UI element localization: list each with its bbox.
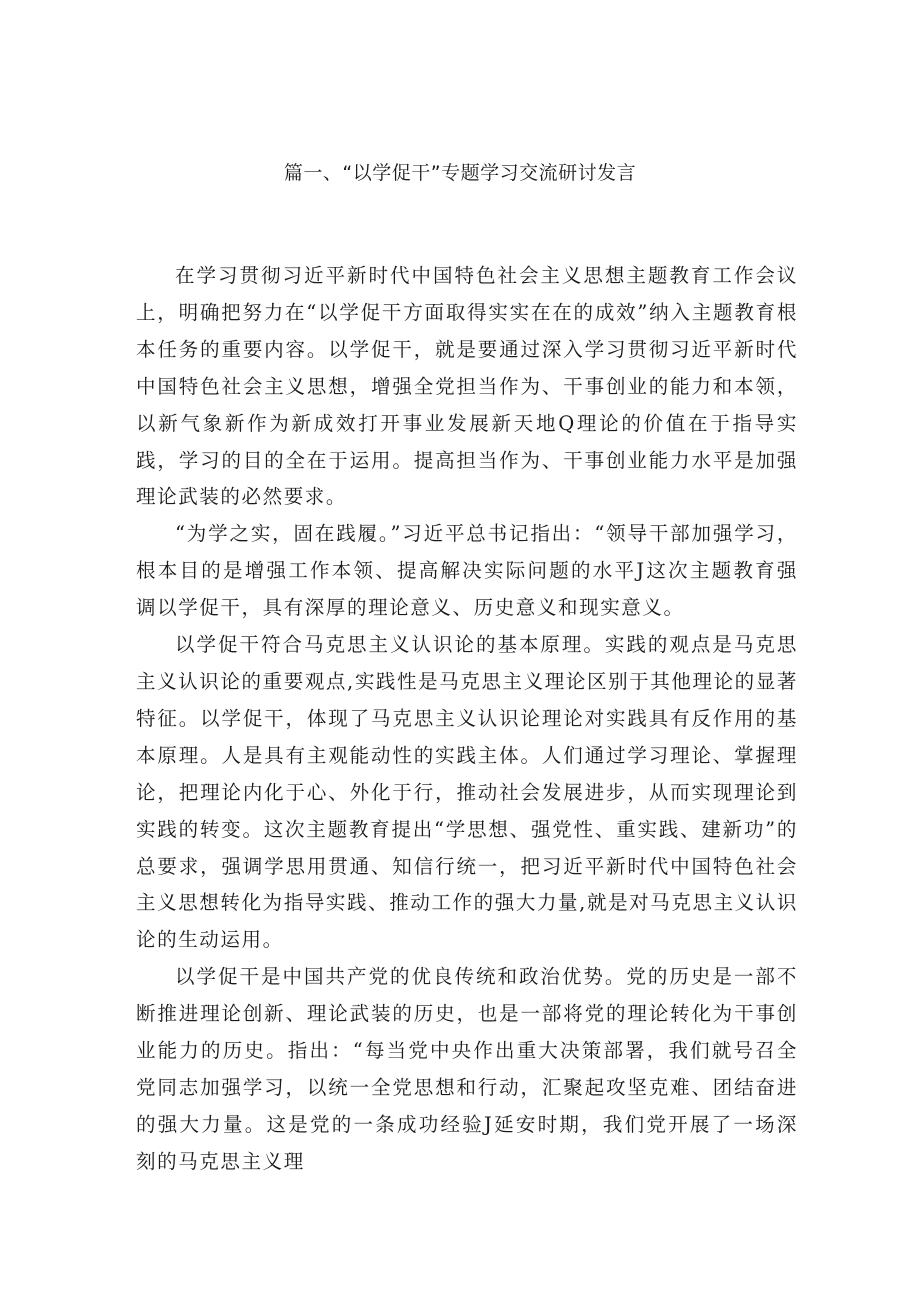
document-title: 篇一、“以学促干”专题学习交流研讨发言 <box>283 162 637 184</box>
paragraph-3: 以学促干符合马克思主义认识论的基本原理。实践的观点是马克思主义认识论的重要观点,实践性是马克思主义理论区别于其他理论的显著特征。以学促干，体现了马克思主义认识论理论对实践具有反作用的基本原理。人是具有主观能动性的实践主体。人们通过学习理论、掌握理论，把理论内化于心、外化于行，推动社会发展进步，从而实现理论到实践的转变。这次主题教育提出“学思想、强党性、重实践、建新功”的总要求，强调学思用贯通、知信行统一，把习近平新时代中国特色社会主义思想转化为指导实践、推动工作的强大力量,就是对马克思主义认识论的生动运用。 <box>136 633 798 952</box>
document-body <box>136 258 798 1181</box>
paragraph-1: 在学习贯彻习近平新时代中国特色社会主义思想主题教育工作会议上，明确把努力在“以学促干方面取得实实在在的成效”纳入主题教育根本任务的重要内容。以学促干，就是要通过深入学习贯彻习近平新时代中国特色社会主义思想，增强全党担当作为、干事创业的能力和本领，以新气象新作为新成效打开事业发展新天地Q理论的价值在于指导实践，学习的目的全在于运用。提高担当作为、干事创业能力水平是加强理论武装的必然要求。 <box>136 264 798 509</box>
paragraph-2: “为学之实，固在践履。”习近平总书记指出：“领导干部加强学习，根本目的是增强工作本领、提高解决实际问题的水平J这次主题教育强调以学促干，具有深厚的理论意义、历史意义和现实意义。 <box>136 522 798 620</box>
paragraph-4: 以学促干是中国共产党的优良传统和政治优势。党的历史是一部不断推进理论创新、理论武装的历史，也是一部将党的理论转化为干事创业能力的历史。指出：“每当党中央作出重大决策部署，我们就号召全党同志加强学习，以统一全党思想和行动，汇聚起攻坚克难、团结奋进的强大力量。这是党的一条成功经验J延安时期，我们党开展了一场深刻的马克思主义理 <box>136 965 798 1173</box>
